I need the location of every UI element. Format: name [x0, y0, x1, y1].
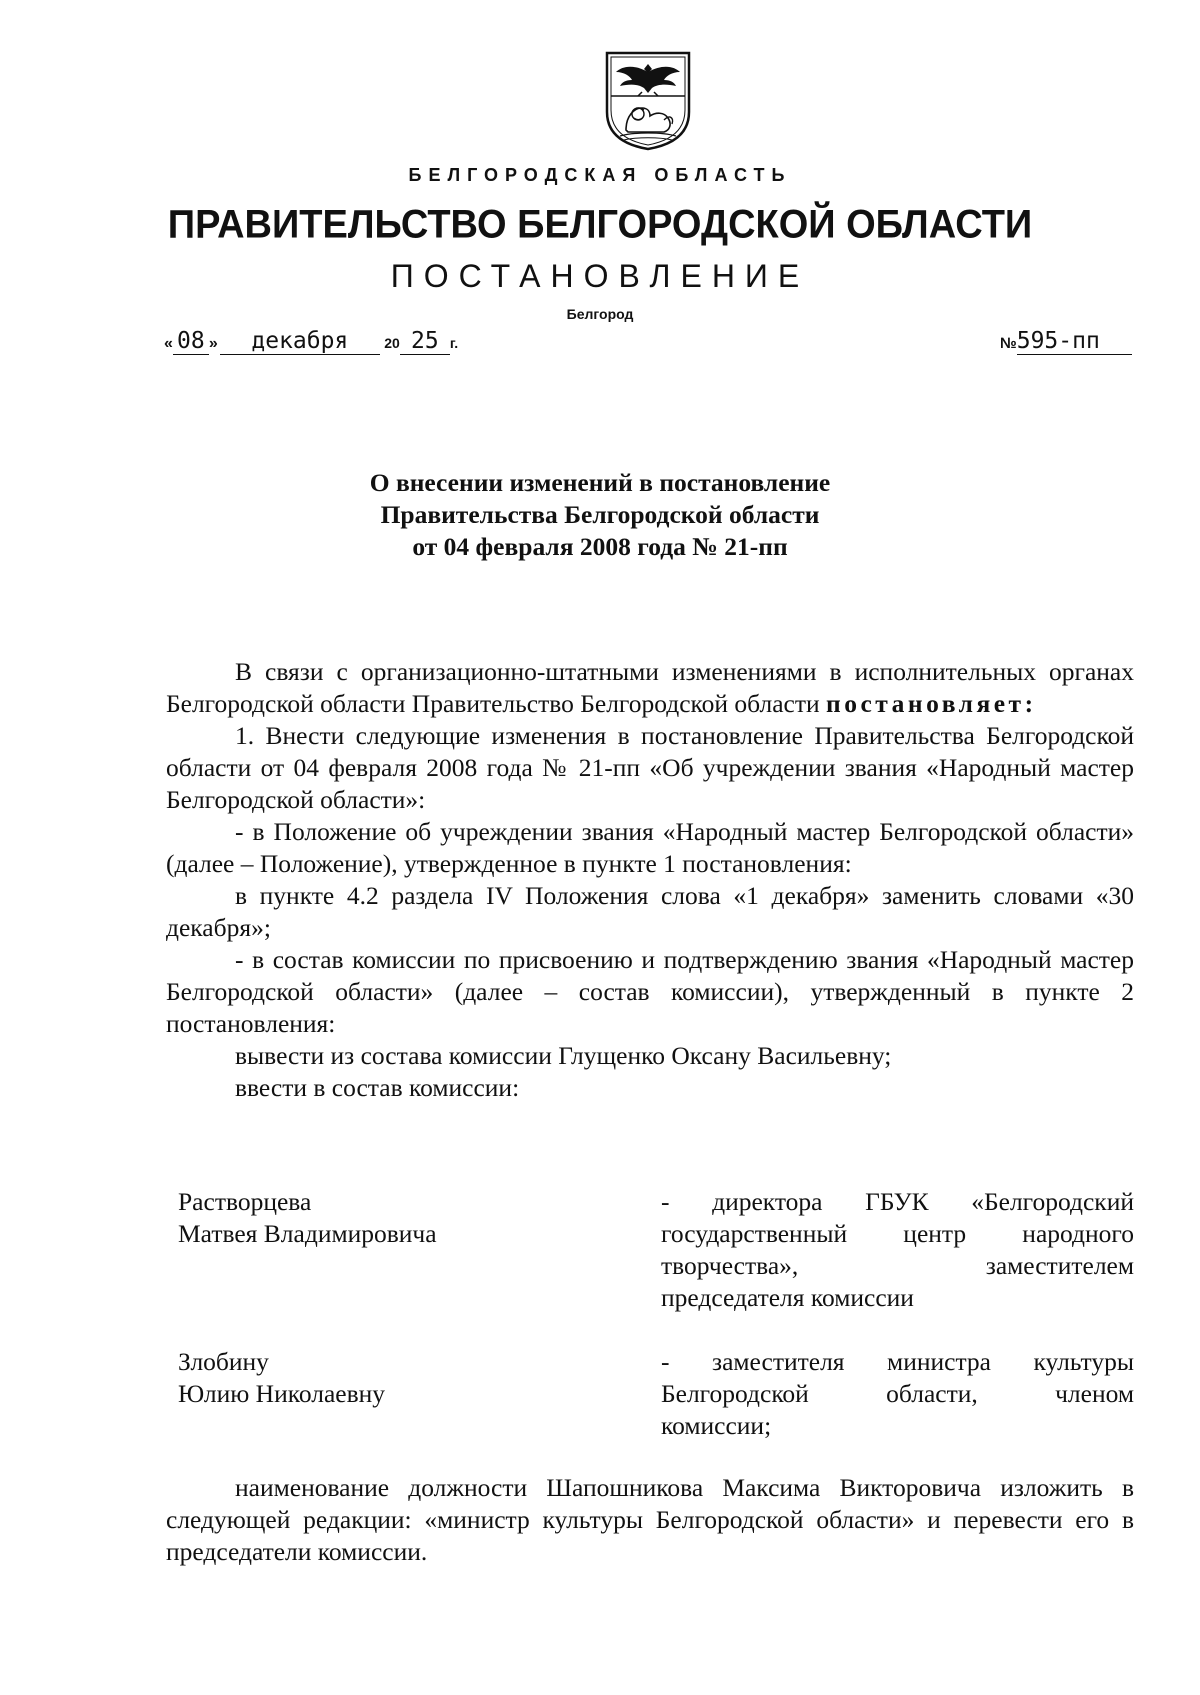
title-line-1: О внесении изменений в постановление: [369, 468, 831, 497]
document-title: [0, 467, 1200, 563]
closing-paragraph: [166, 1472, 1134, 1568]
number-label: №: [1000, 335, 1017, 352]
date-year-mark: г.: [449, 335, 459, 351]
intro-text: В связи с организационно-штатными изменениями в исполнительных органах Белгородской области Правительство Белгородской области: [166, 657, 1134, 718]
member-given-names: Матвея Владимировича: [178, 1219, 437, 1248]
document-number: [1000, 328, 1132, 355]
item-1-b1: вывести из состава комиссии Глущенко Оксану Васильевну;: [235, 1041, 892, 1070]
role-line: Белгородской области, членом: [661, 1379, 1134, 1408]
date-day: 08: [173, 328, 209, 355]
document-type: ПОСТАНОВЛЕНИЕ: [390, 258, 810, 294]
document-body: [166, 656, 1134, 1104]
date-month: декабря: [220, 328, 380, 355]
date-year-suffix: 25: [400, 328, 450, 355]
city-name: Белгород: [566, 306, 634, 322]
item-1-a: - в Положение об учреждении звания «Народный мастер Белгородской области» (далее – Положение), утвержденное в пункте 1 постановления:: [166, 817, 1134, 878]
item-1-b2: ввести в состав комиссии:: [235, 1073, 520, 1102]
date-close-quote: »: [208, 335, 218, 352]
tail-text: наименование должности Шапошникова Максима Викторовича изложить в следующей редакции: «министр культуры Белгородской области» и перевести его в председатели комиссии.: [166, 1473, 1134, 1566]
role-line: - заместителя министра культуры: [661, 1347, 1134, 1376]
intro-paragraph: [166, 656, 1134, 720]
member-role: [661, 1186, 1134, 1314]
role-line: государственный центр народного: [661, 1219, 1134, 1248]
coat-of-arms-emblem: [604, 50, 692, 152]
title-line-2: Правительства Белгородской области: [380, 500, 820, 529]
government-name: ПРАВИТЕЛЬСТВО БЕЛГОРОДСКОЙ ОБЛАСТИ: [167, 202, 1033, 248]
member-surname: Злобину: [178, 1347, 269, 1376]
role-line: - директора ГБУК «Белгородский: [661, 1187, 1134, 1216]
role-line: творчества», заместителем: [661, 1251, 1134, 1280]
number-value: 595-пп: [1017, 328, 1132, 355]
member-given-names: Юлию Николаевну: [178, 1379, 386, 1408]
date-year-prefix: 20: [384, 335, 400, 351]
resolves-word: постановляет:: [826, 689, 1037, 718]
item-1-b: - в состав комиссии по присвоению и подтверждению звания «Народный мастер Белгородской области» (далее – состав комиссии), утвержденный в пункте 2 постановления:: [166, 945, 1134, 1038]
member-surname: Растворцева: [178, 1187, 312, 1216]
role-line: председателя комиссии: [661, 1283, 914, 1312]
title-line-3: от 04 февраля 2008 года № 21-пп: [412, 532, 788, 561]
member-name: [178, 1186, 618, 1250]
date-open-quote: «: [164, 335, 173, 352]
member-role: [661, 1346, 1134, 1442]
region-name: БЕЛГОРОДСКАЯ ОБЛАСТЬ: [408, 165, 792, 185]
item-1: 1. Внести следующие изменения в постановление Правительства Белгородской области от 04 февраля 2008 года № 21-пп «Об учреждении звания «Народный мастер Белгородской области»:: [166, 721, 1134, 814]
role-line: комиссии;: [661, 1411, 772, 1440]
member-name: [178, 1346, 618, 1410]
document-date: [164, 328, 458, 355]
item-1-a1: в пункте 4.2 раздела IV Положения слова «1 декабря» заменить словами «30 декабря»;: [166, 881, 1134, 942]
